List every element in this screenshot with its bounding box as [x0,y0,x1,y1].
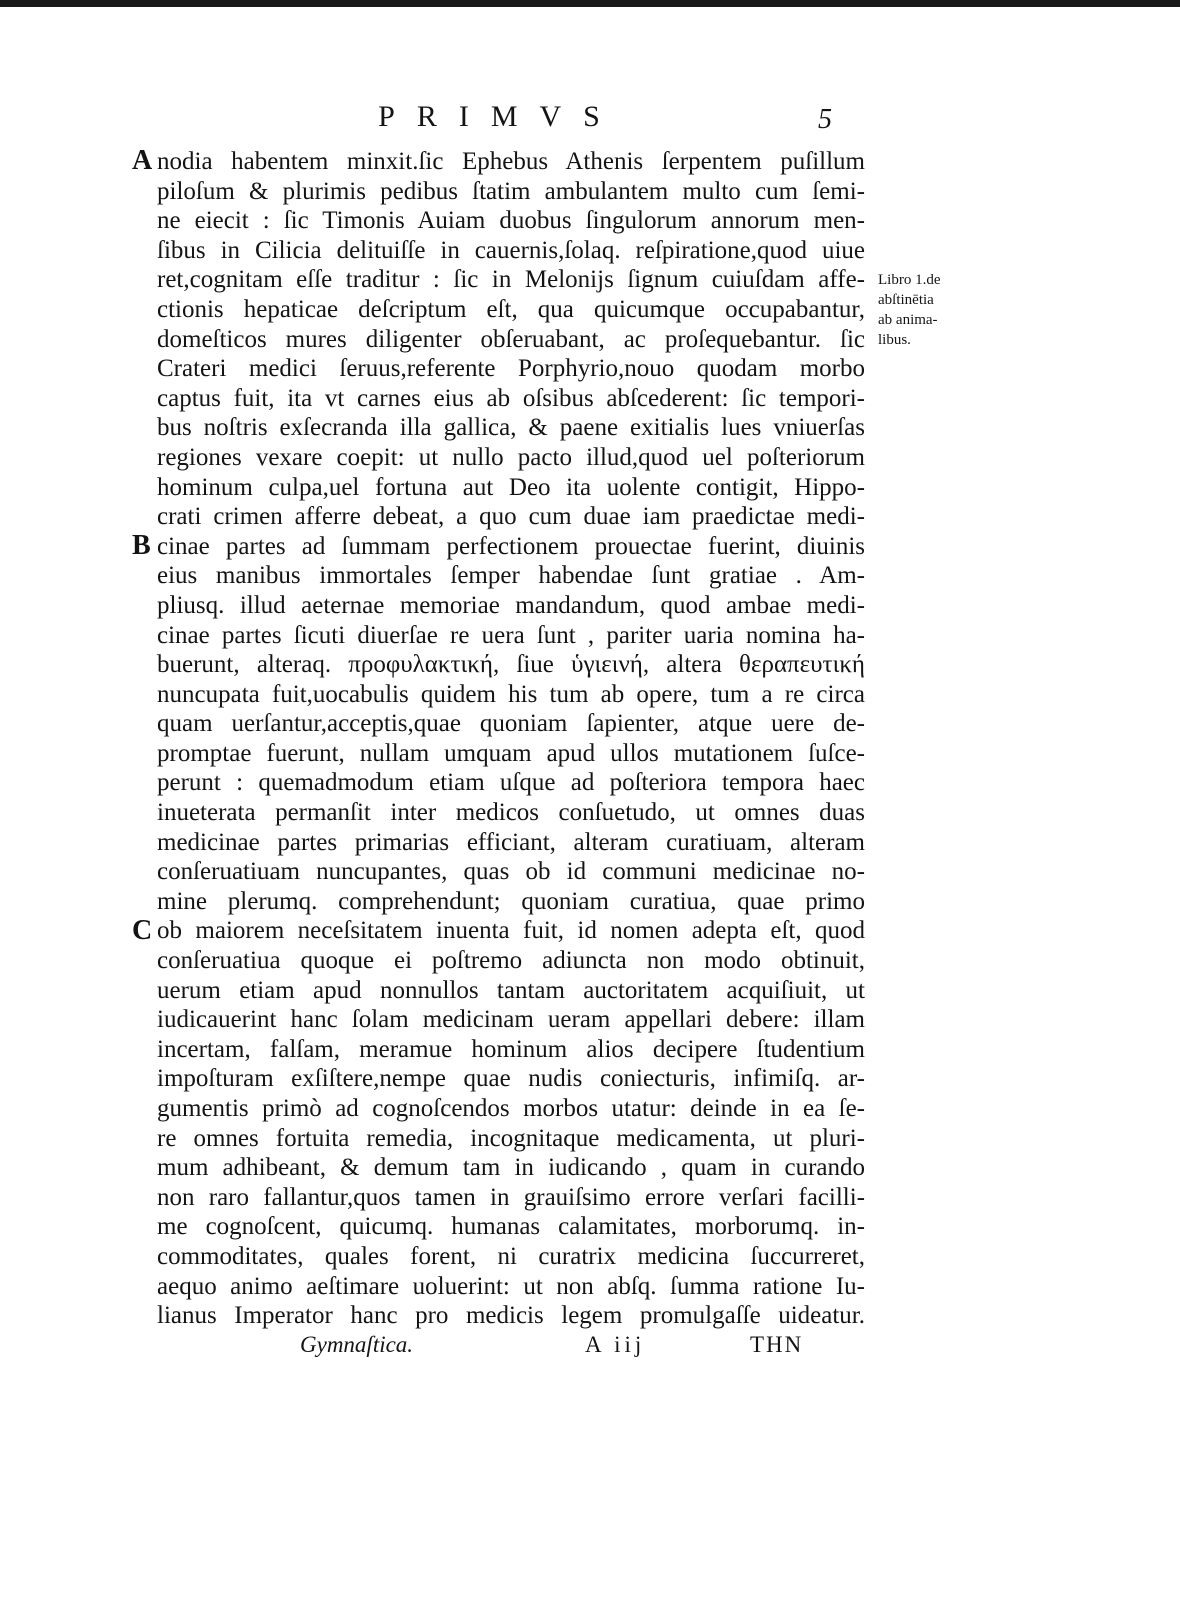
text-line: promptae fuerunt, nullam umquam apud ullos mutationem ſuſce- [157,739,865,767]
text-line: buerunt, alteraq. προφυλακτική, ſiue ὑγιεινή, altera θεραπευτική [157,651,865,679]
text-line: hominum culpa,uel fortuna aut Deo ita uolente contigit, Hippo- [157,473,865,501]
text-line: regiones vexare coepit: ut nullo pacto illud,quod uel poſteriorum [157,443,865,471]
text-line: piloſum & plurimis pedibus ſtatim ambulantem multo cum ſemi- [157,177,865,205]
margin-letter-a: A [132,145,153,176]
text-line: cinae partes ſicuti diuerſae re uera ſunt , pariter uaria nomina ha- [157,621,865,649]
text-line: me cognoſcent, quicumq. humanas calamitates, morborumq. in- [157,1213,865,1241]
text-line: perunt : quemadmodum etiam uſque ad poſteriora tempora haec [157,769,865,797]
text-line: ctionis hepaticae deſcriptum eſt, qua quicumque occupabantur, [157,295,865,323]
text-line: impoſturam exſiſtere,nempe quae nudis coniecturis, infimiſq. ar- [157,1065,865,1093]
side-note [878,270,940,350]
text-line: domeſticos mures diligenter obſeruabant, ac proſequebantur. ſic [157,325,865,353]
text-line: inueterata permanſit inter medicos conſuetudo, ut omnes duas [157,799,865,827]
text-line: non raro fallantur,quos tamen in grauiſsimo errore verſari facilli- [157,1183,865,1211]
signature-word: Gymnaſtica. [300,1332,414,1357]
text-line: iudicauerint hanc ſolam medicinam ueram appellari debere: illam [157,1006,865,1034]
text-line: ob maiorem neceſsitatem inuenta fuit, id nomen adepta eſt, quod [157,917,865,945]
text-line: mine plerumq. comprehendunt; quoniam curatiua, quae primo [157,887,865,915]
catchword: ΤΗΝ [750,1332,804,1357]
text-line: bus noſtris exſecranda illa gallica, & paene exitialis lues vniuerſas [157,414,865,442]
margin-letter-b: B [132,530,151,561]
text-line: re omnes fortuita remedia, incognitaque medicamenta, ut pluri- [157,1124,865,1152]
text-line: incertam, falſam, meramue hominum alios decipere ſtudentium [157,1035,865,1063]
text-line: commoditates, quales forent, ni curatrix medicina ſuccurreret, [157,1242,865,1270]
body-text [157,147,865,1331]
running-title: PRIMVS [378,100,622,133]
text-line: conſeruatiua quoque ei poſtremo adiuncta non modo obtinuit, [157,947,865,975]
text-line: quam uerſantur,acceptis,quae quoniam ſapienter, atque uere de- [157,710,865,738]
margin-letter-c: C [132,915,153,946]
scan-border [0,0,1180,7]
text-line: uerum etiam apud nonnullos tantam auctoritatem acquiſiuit, ut [157,976,865,1004]
text-line: pliusq. illud aeternae memoriae mandandum, quod ambae medi- [157,591,865,619]
signature-mark: A iij [585,1332,646,1357]
side-note-line: ab anima- [878,312,938,328]
text-line: mum adhibeant, & demum tam in iudicando , quam in curando [157,1154,865,1182]
side-note-line: libus. [878,332,911,348]
side-note-line: Libro 1.de [878,272,941,288]
text-line: conſeruatiuam nuncupantes, quas ob id communi medicinae no- [157,858,865,886]
text-line: lianus Imperator hanc pro medicis legem promulgaſſe uideatur. [157,1302,865,1330]
page-number: 5 [818,104,832,135]
text-line: medicinae partes primarias efficiant, alteram curatiuam, alteram [157,828,865,856]
text-line: nuncupata fuit,uocabulis quidem his tum ab opere, tum a re circa [157,680,865,708]
text-line: ne eiecit : ſic Timonis Auiam duobus ſingulorum annorum men- [157,207,865,235]
side-note-line: abſtinētia [878,292,934,308]
text-line: aequo animo aeſtimare uoluerint: ut non abſq. ſumma ratione Iu- [157,1272,865,1300]
text-line: eius manibus immortales ſemper habendae ſunt gratiae . Am- [157,562,865,590]
text-line: nodia habentem minxit.ſic Ephebus Athenis ſerpentem puſillum [157,148,865,175]
text-line: ſibus in Cilicia delituiſſe in cauernis,ſolaq. reſpiratione,quod uiue [157,236,865,264]
text-line: gumentis primò ad cognoſcendos morbos utatur: deinde in ea ſe- [157,1095,865,1122]
text-line: Crateri medici ſeruus,referente Porphyrio,nouo quodam morbo [157,355,865,383]
text-line: crati crimen afferre debeat, a quo cum duae iam praedictae medi- [157,503,865,531]
text-line: cinae partes ad ſummam perfectionem prouectae fuerint, diuinis [157,532,865,560]
text-line: captus fuit, ita vt carnes eius ab oſsibus abſcederent: ſic tempori- [157,384,865,412]
text-line: ret,cognitam eſſe traditur : ſic in Melonijs ſignum cuiuſdam affe- [157,266,865,294]
